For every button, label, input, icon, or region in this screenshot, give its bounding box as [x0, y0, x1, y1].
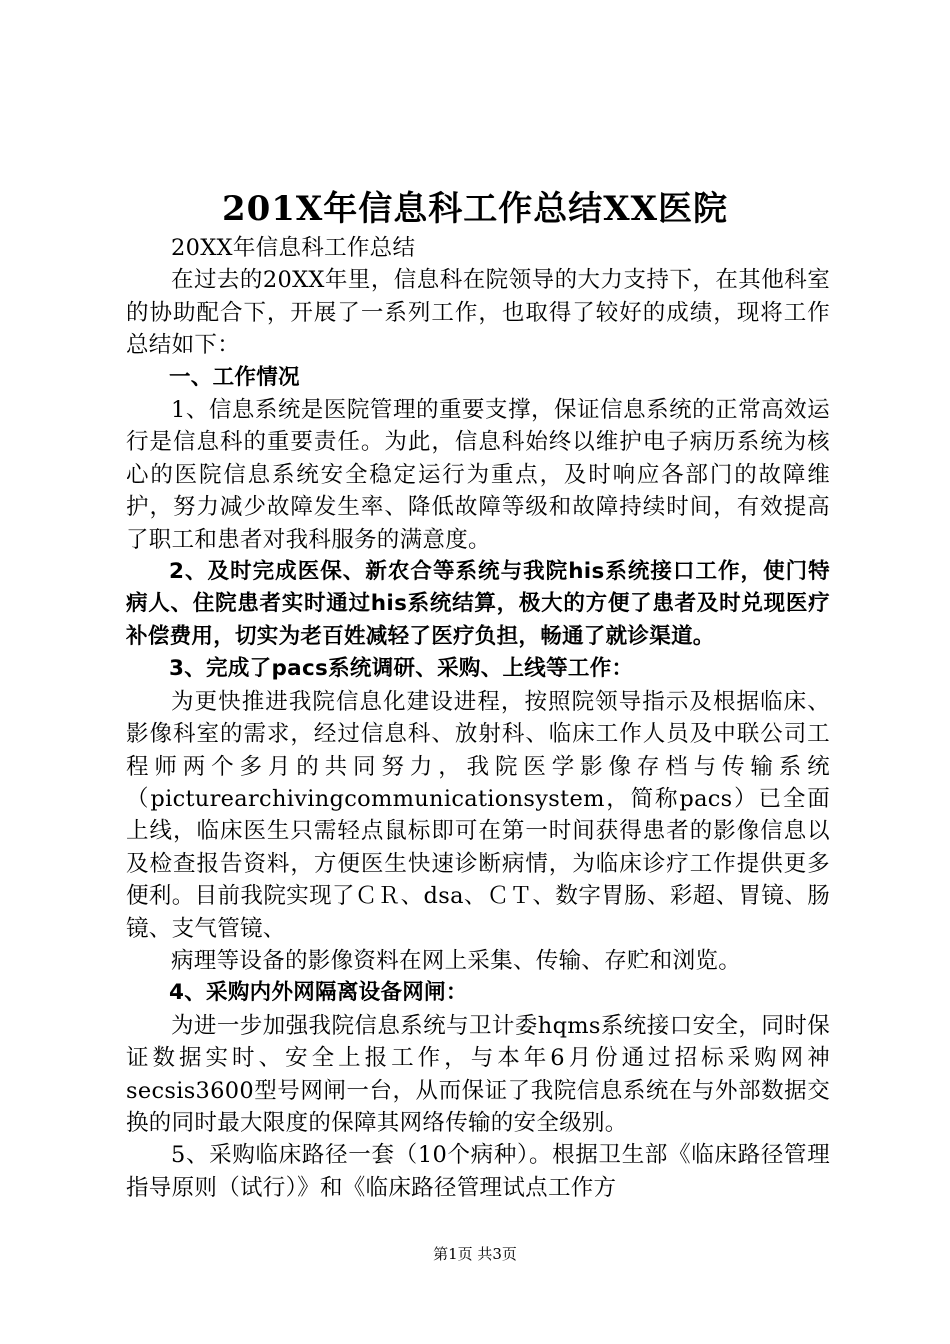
document-title: 201X年信息科工作总结XX医院 — [221, 189, 729, 229]
paragraph-item-5: 5、采购临床路径一套（10个病种）。根据卫生部《临床路径管理指导原则（试行）》和《临床路径管理试点工作方 — [126, 1142, 830, 1201]
paragraph-item-3-continued: 病理等设备的影像资料在网上采集、传输、存贮和浏览。 — [171, 947, 742, 974]
page-footer: 第1页 共3页 — [433, 1245, 517, 1263]
section-heading-work-status: 一、工作情况 — [169, 364, 300, 390]
paragraph-item-1: 1、信息系统是医院管理的重要支撑，保证信息系统的正常高效运行是信息科的重要责任。为此，信息科始终以维护电子病历系统为核心的医院信息系统安全稳定运行为重点，及时响应各部门的故障维护，努力减少故障发生率、降低故障等级和故障持续时间，有效提高了职工和患者对我科服务的满意度。 — [126, 397, 830, 553]
paragraph-heading-summary: 20XX年信息科工作总结 — [171, 235, 416, 261]
paragraph-item-4-heading: 4、采购内外网隔离设备网闸： — [169, 980, 468, 1006]
paragraph-item-3-heading: 3、完成了pacs系统调研、采购、上线等工作： — [169, 656, 634, 682]
paragraph-intro: 在过去的20XX年里，信息科在院领导的大力支持下，在其他科室的协助配合下，开展了一系列工作，也取得了较好的成绩，现将工作总结如下： — [126, 267, 830, 359]
paragraph-item-2: 2、及时完成医保、新农合等系统与我院his系统接口工作，使门特病人、住院患者实时通过his系统结算，极大的方便了患者及时兑现医疗补偿费用，切实为老百姓减轻了医疗负担，畅通了就诊渠道。 — [126, 559, 830, 649]
paragraph-item-3-body: 为更快推进我院信息化建设进程，按照院领导指示及根据临床、影像科室的需求，经过信息科、放射科、临床工作人员及中联公司工程师两个多月的共同努力，我院医学影像存档与传输系统（picturearchivingcommunicationsystem，简称pacs）已全面上线，临床医生只需轻点鼠标即可在第一时间获得患者的影像信息以及检查报告资料，方便医生快速诊断病情，为临床诊疗工作提供更多便利。目前我院实现了ＣＲ、dsa、ＣＴ、数字胃肠、彩超、胃镜、肠镜、支气管镜、 — [126, 688, 830, 942]
document-body — [126, 232, 830, 1204]
paragraph-item-4-body: 为进一步加强我院信息系统与卫计委hqms系统接口安全，同时保证数据实时、安全上报工作，与本年6月份通过招标采购网神secsis3600型号网闸一台，从而保证了我院信息系统在与外部数据交换的同时最大限度的保障其网络传输的安全级别。 — [126, 1012, 830, 1136]
